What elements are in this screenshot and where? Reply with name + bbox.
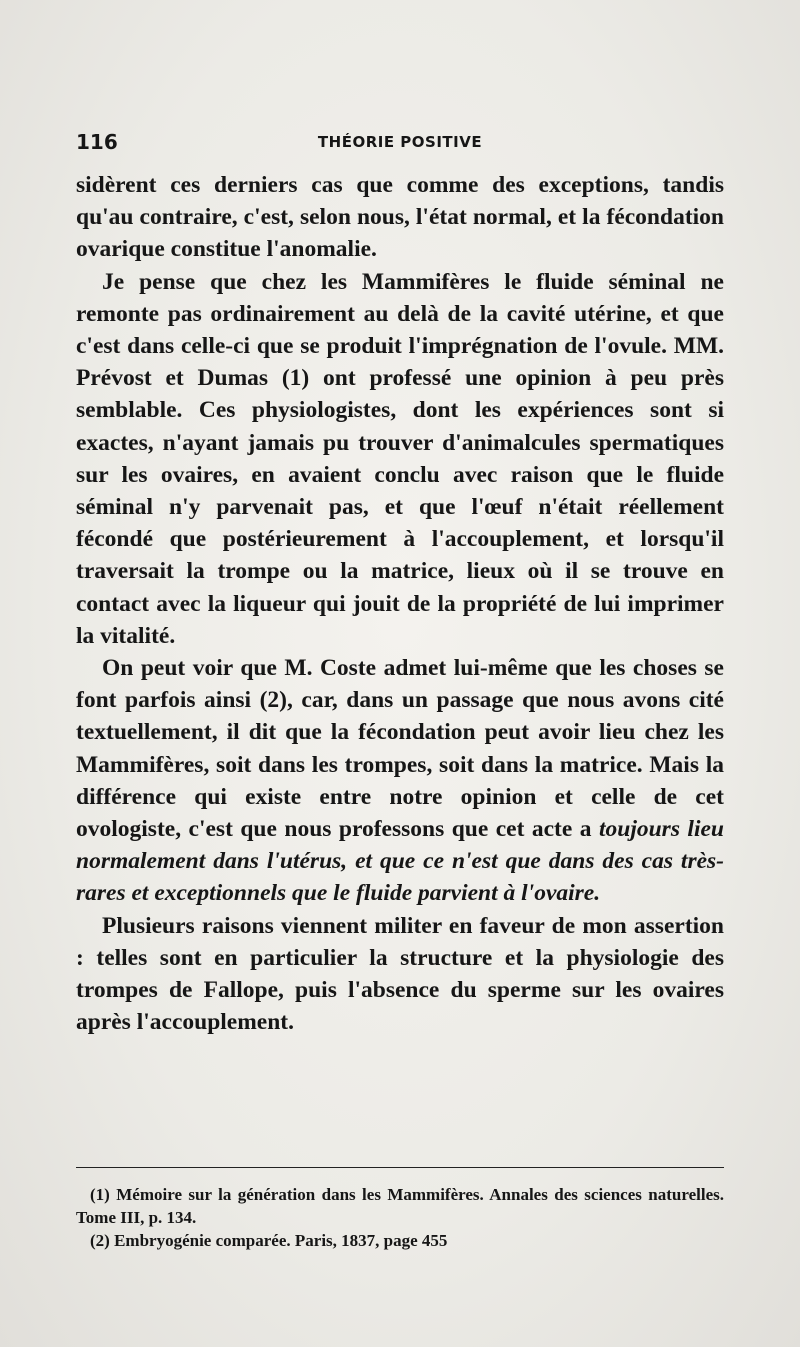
paragraph-3-text: On peut voir que M. Coste admet lui-même que les choses se font parfois ainsi (2), car, dans un passage que nous avons cité textuellement, il dit que la fécondation peut avoir lieu chez les Mammifères, soit dans les trompes, soit dans la matrice. Mais la différence qui existe entre notre opinion et celle de cet ovologiste, c'est que nous professons que cet acte a — [76, 655, 724, 843]
paragraph-3-italic: toujours lieu normalement dans l'utérus, et que ce n'est que dans des cas très-rares et exceptionnels que le fluide parvient à l'ovaire. — [76, 816, 724, 907]
running-head: THÉORIE POSITIVE — [317, 133, 483, 151]
paragraph-4: Plusieurs raisons viennent militer en faveur de mon assertion : telles sont en particulier la structure et la physiologie des trompes de Fallope, puis l'absence du sperme sur les ovaires après l'accouplement. — [76, 912, 724, 1036]
paragraph-1: sidèrent ces derniers cas que comme des exceptions, tandis qu'au contraire, c'est, selon nous, l'état normal, et la fécondation ovarique constitue l'anomalie. — [76, 172, 724, 263]
footnote-1: (1) Mémoire sur la génération dans les Mammifères. Annales des sciences naturelles. Tome III, p. 134. — [76, 1185, 724, 1227]
footnote-2: (2) Embryogénie comparée. Paris, 1837, page 455 — [90, 1231, 448, 1250]
page-number: 116 — [76, 130, 118, 154]
body-text — [76, 169, 724, 1038]
footnote-rule — [76, 1167, 724, 1168]
footnotes — [76, 1183, 724, 1252]
page-header — [76, 130, 724, 160]
paragraph-2: Je pense que chez les Mammifères le fluide séminal ne remonte pas ordinairement au delà de la cavité utérine, et que c'est dans celle-ci que se produit l'imprégnation de l'ovule. MM. Prévost et Dumas (1) ont professé une opinion à peu près semblable. Ces physiologistes, dont les expériences sont si exactes, n'ayant jamais pu trouver d'animalcules spermatiques sur les ovaires, en avaient conclu avec raison que le fluide séminal n'y parvenait pas, et que l'œuf n'était réellement fécondé que postérieurement à l'accouplement, et lorsqu'il traversait la trompe ou la matrice, lieux où il se trouve en contact avec la liqueur qui jouit de la propriété de lui imprimer la vitalité. — [76, 268, 724, 649]
paragraph-3 — [76, 652, 724, 910]
